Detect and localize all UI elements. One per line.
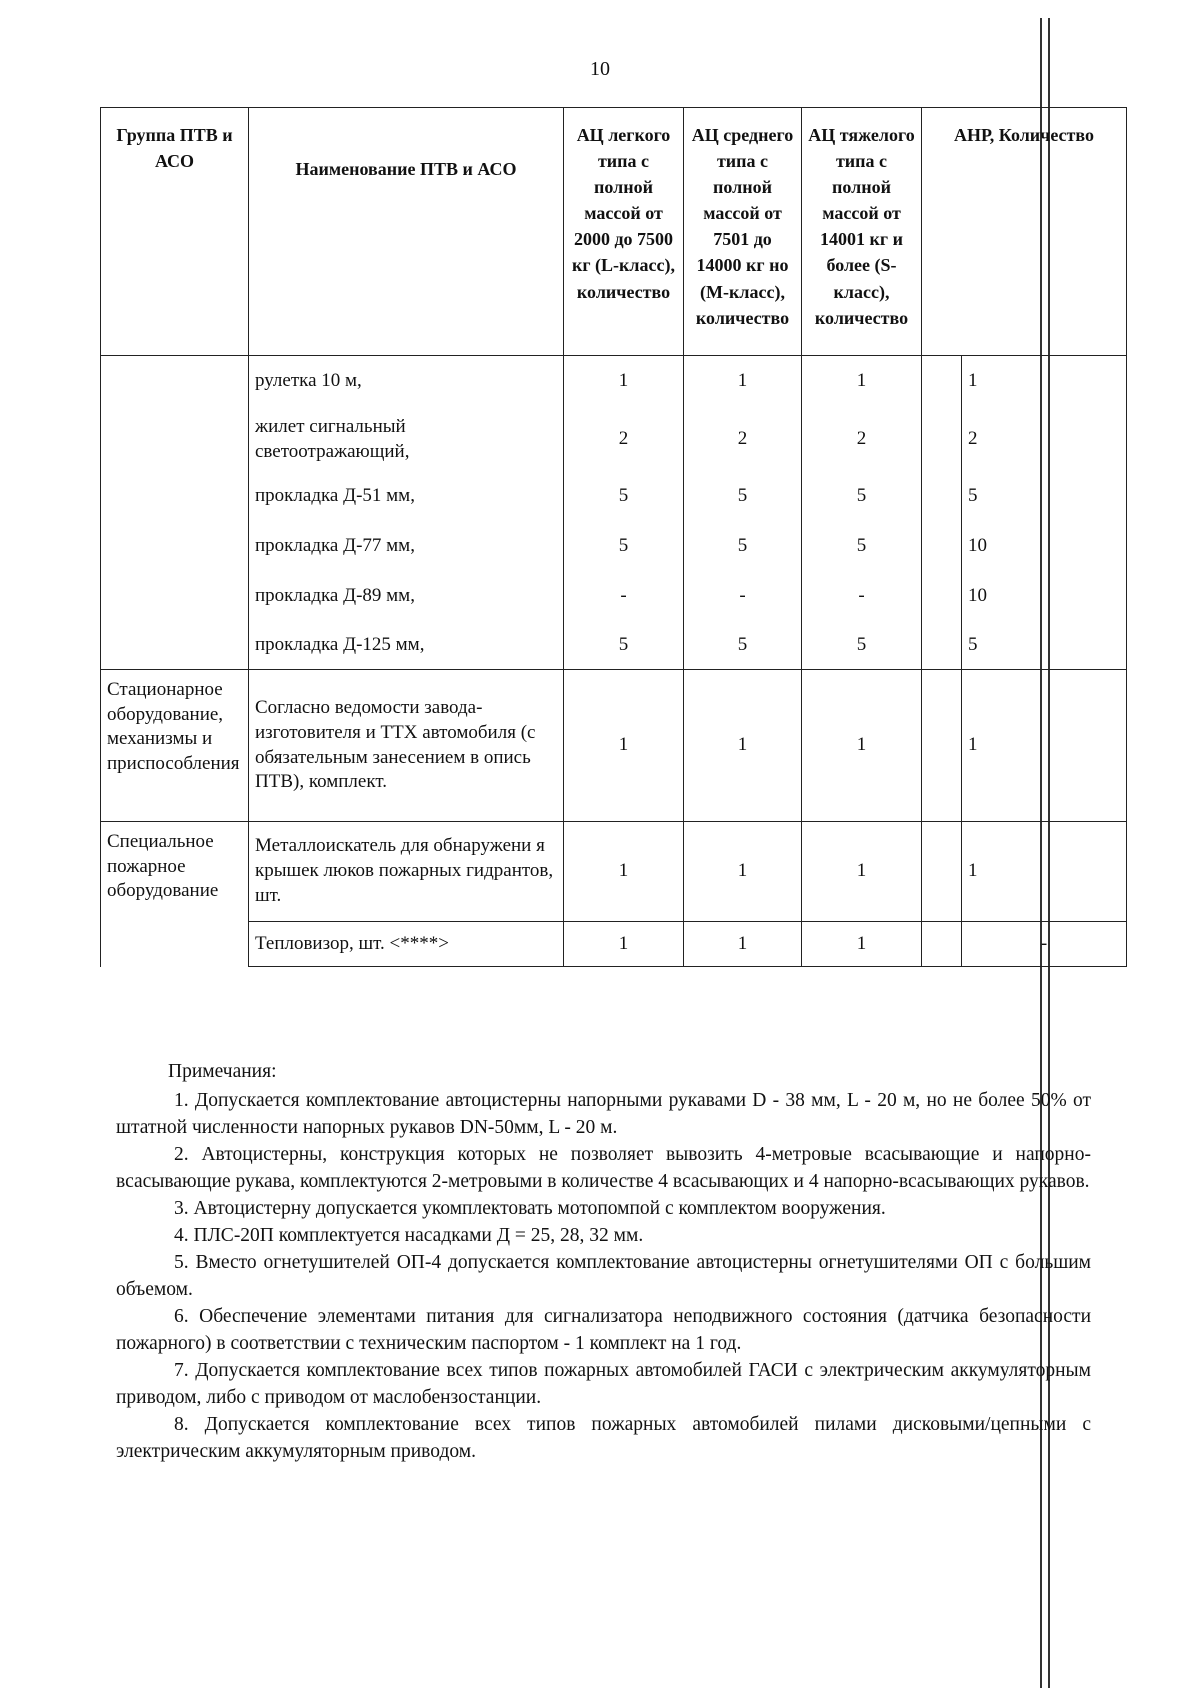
qty-light: 1 xyxy=(564,356,684,408)
qty-anr: 10 xyxy=(962,572,1127,622)
note-item: 3. Автоцистерну допускается укомплектовать мотопомпой с комплектом вооружения. xyxy=(174,1198,886,1219)
spacer-cell xyxy=(922,356,962,408)
qty-anr: 1 xyxy=(962,822,1127,922)
qty-light: 5 xyxy=(564,522,684,572)
qty-light: 1 xyxy=(564,670,684,822)
spacer-cell xyxy=(922,622,962,670)
notes-section xyxy=(116,1058,1091,1465)
item-name: прокладка Д-77 мм, xyxy=(249,522,564,572)
header-anr: АНР, Количество xyxy=(922,108,1127,356)
item-name: жилет сигнальный светоотражающий, xyxy=(249,408,564,472)
item-name: прокладка Д-125 мм, xyxy=(249,622,564,670)
qty-light: - xyxy=(564,572,684,622)
group-special-fire-equipment: Специальное пожарное оборудование xyxy=(101,822,249,967)
note-item: 4. ПЛС-20П комплектуется насадками Д = 25, 28, 32 мм. xyxy=(174,1225,644,1246)
qty-heavy: 1 xyxy=(802,822,922,922)
qty-anr: 10 xyxy=(962,522,1127,572)
qty-medium: 1 xyxy=(684,922,802,967)
qty-anr: - xyxy=(962,922,1127,967)
qty-anr: 2 xyxy=(962,408,1127,472)
header-medium-class: АЦ среднего типа с полной массой от 7501 до 14000 кг но (М-класс), количество xyxy=(684,108,802,356)
spacer-cell xyxy=(922,822,962,922)
qty-light: 5 xyxy=(564,472,684,522)
qty-medium: 1 xyxy=(684,670,802,822)
qty-medium: 2 xyxy=(684,408,802,472)
page-number: 10 xyxy=(590,58,610,80)
spacer-cell xyxy=(922,472,962,522)
qty-anr: 5 xyxy=(962,472,1127,522)
qty-heavy: 1 xyxy=(802,922,922,967)
qty-heavy: 2 xyxy=(802,408,922,472)
qty-heavy: 5 xyxy=(802,472,922,522)
qty-anr: 1 xyxy=(962,670,1127,822)
qty-medium: 5 xyxy=(684,522,802,572)
note-item: 2. Автоцистерны, конструкция которых не позволяет вывозить 4-метровые всасывающие и напорно-всасывающие рукава, комплектуются 2-метровыми в количестве 4 всасывающих и 4 напорно-всасывающих рукавов. xyxy=(116,1144,1091,1192)
equipment-table xyxy=(100,107,1127,967)
qty-heavy: 5 xyxy=(802,622,922,670)
note-item: 8. Допускается комплектование всех типов пожарных автомобилей пилами дисковыми/цепными с электрическим аккумуляторным приводом. xyxy=(116,1414,1091,1462)
note-item: 7. Допускается комплектование всех типов пожарных автомобилей ГАСИ с электрическим аккумуляторным приводом, либо с приводом от маслобензостанции. xyxy=(116,1360,1091,1408)
qty-light: 2 xyxy=(564,408,684,472)
qty-light: 1 xyxy=(564,822,684,922)
qty-medium: 5 xyxy=(684,472,802,522)
item-name: рулетка 10 м, xyxy=(249,356,564,408)
qty-heavy: 5 xyxy=(802,522,922,572)
spacer-cell xyxy=(922,572,962,622)
qty-medium: 5 xyxy=(684,622,802,670)
item-name: Тепловизор, шт. <****> xyxy=(249,922,564,967)
note-item: 5. Вместо огнетушителей ОП-4 допускается комплектование автоцистерны огнетушителями ОП с большим объемом. xyxy=(116,1252,1091,1300)
qty-medium: - xyxy=(684,572,802,622)
header-name: Наименование ПТВ и АСО xyxy=(249,108,564,356)
qty-anr: 1 xyxy=(962,356,1127,408)
header-heavy-class: АЦ тяжелого типа с полной массой от 14001 кг и более (S-класс), количество xyxy=(802,108,922,356)
notes-title: Примечания: xyxy=(168,1061,277,1082)
qty-heavy: 1 xyxy=(802,670,922,822)
qty-light: 1 xyxy=(564,922,684,967)
qty-medium: 1 xyxy=(684,356,802,408)
header-light-class: АЦ легкого типа с полной массой от 2000 до 7500 кг (L-класс), количество xyxy=(564,108,684,356)
qty-heavy: - xyxy=(802,572,922,622)
spacer-cell xyxy=(922,522,962,572)
spacer-cell xyxy=(922,408,962,472)
spacer-cell xyxy=(922,922,962,967)
item-name: Согласно ведомости завода-изготовителя и ТТХ автомобиля (с обязательным занесением в опись ПТВ), комплект. xyxy=(249,670,564,822)
item-name: прокладка Д-51 мм, xyxy=(249,472,564,522)
qty-light: 5 xyxy=(564,622,684,670)
qty-heavy: 1 xyxy=(802,356,922,408)
note-item: 1. Допускается комплектование автоцистерны напорными рукавами D - 38 мм, L - 20 м, но не более 50% от штатной численности напорных рукавов DN-50мм, L - 20 м. xyxy=(116,1090,1091,1138)
spacer-cell xyxy=(922,670,962,822)
qty-medium: 1 xyxy=(684,822,802,922)
header-group: Группа ПТВ и АСО xyxy=(101,108,249,356)
qty-anr: 5 xyxy=(962,622,1127,670)
item-name: прокладка Д-89 мм, xyxy=(249,572,564,622)
group-cell-empty xyxy=(101,356,249,670)
item-name: Металлоискатель для обнаружени я крышек люков пожарных гидрантов, шт. xyxy=(249,822,564,922)
group-stationary-equipment: Стационарное оборудование, механизмы и приспособления xyxy=(101,670,249,822)
note-item: 6. Обеспечение элементами питания для сигнализатора неподвижного состояния (датчика безопасности пожарного) в соответствии с техническим паспортом - 1 комплект на 1 год. xyxy=(116,1306,1091,1354)
